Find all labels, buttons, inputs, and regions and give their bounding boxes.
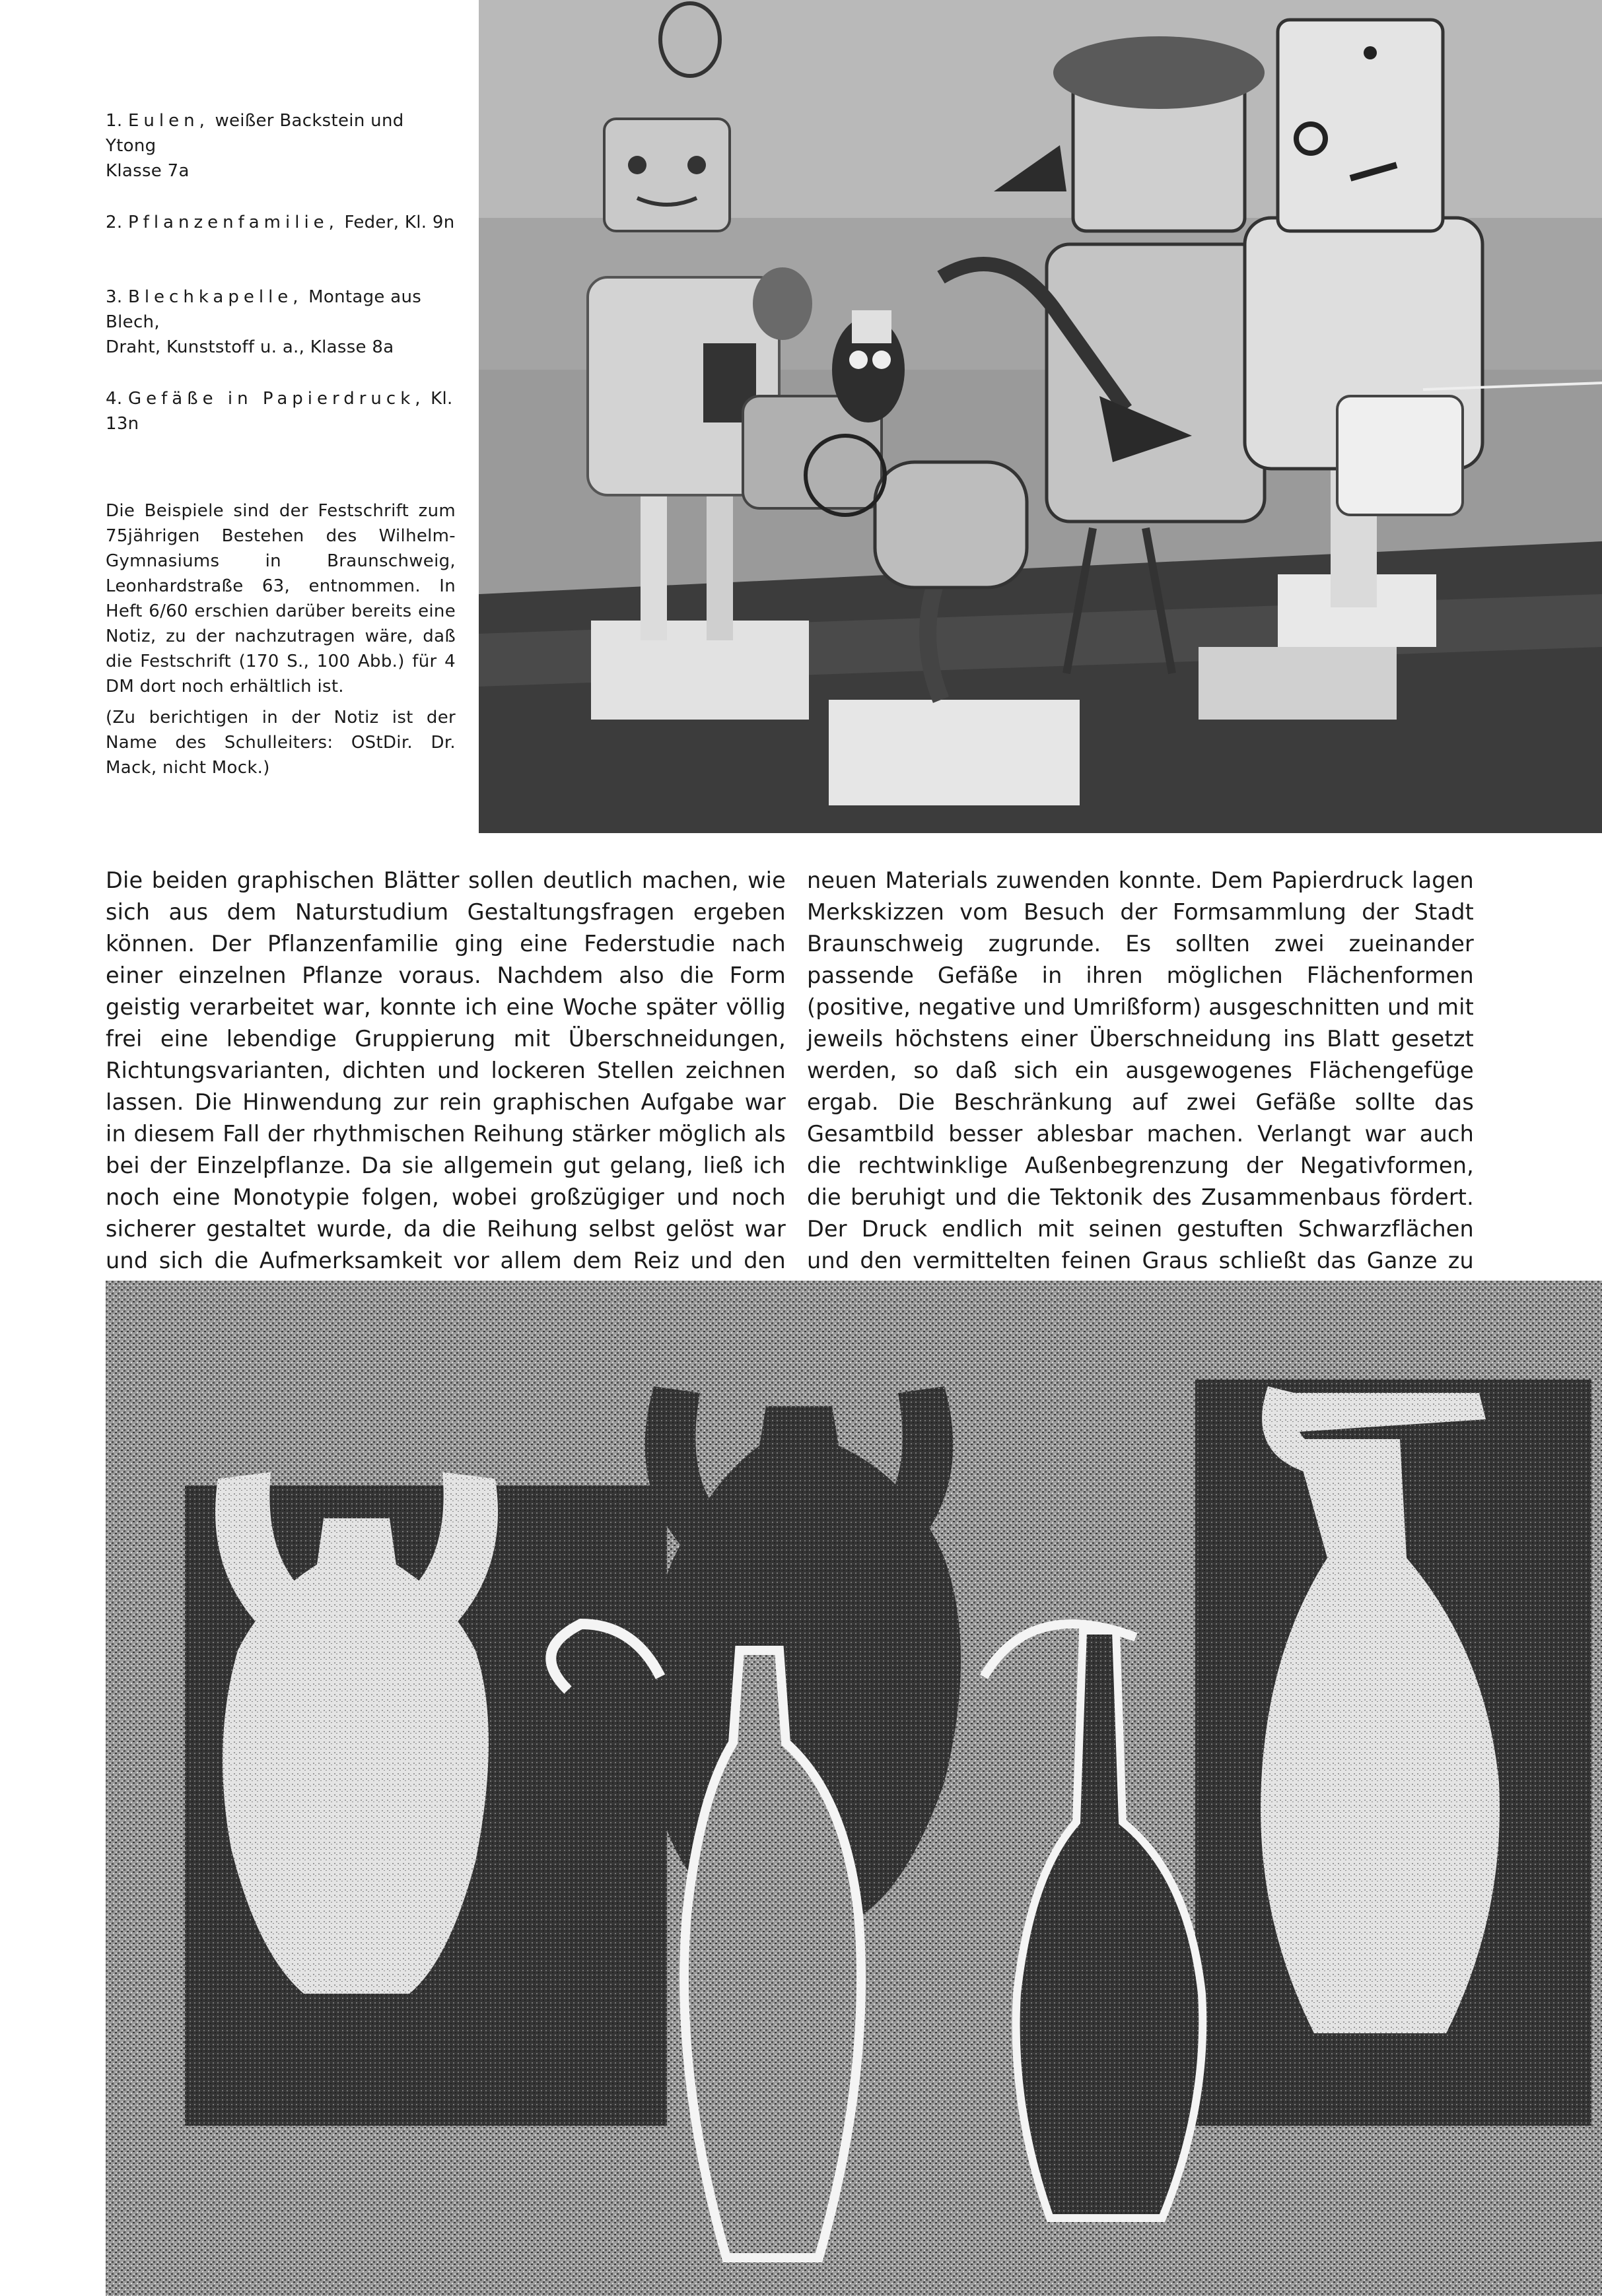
- sidebar-note: Die Beispiele sind der Festschrift zum 75jährigen Bestehen des Wilhelm-Gymnasiums in Braunschweig, Leonhardstraße 63, entnommen. In Heft 6/60 erschien darüber bereits eine Notiz, zu der nachzutragen wäre, daß die Festschrift (170 S., 100 Abb.) für 4 DM dort noch erhältlich ist.: [106, 501, 456, 696]
- robot-band-illustration: [479, 0, 1602, 833]
- robot-band-photo: [479, 0, 1602, 833]
- sidebar-correction: (Zu berichtigen in der Notiz ist der Name des Schulleiters: OStDir. Dr. Mack, nicht Mock.): [106, 708, 456, 778]
- body-text-right: neuen Materials zuwenden konnte. Dem Papierdruck lagen Merkskizzen vom Besuch der Formsammlung der Stadt Braunschweig zugrunde. Es sollten zwei zueinander passende Gefäße in ihren möglichen Flächenformen (positive, negative und Umrißform) ausgeschnitten und mit jeweils höchstens einer Überschneidung ins Blatt gesetzt werden, so daß sich ein ausgewogenes Flächengefüge ergab. Die Beschränkung auf zwei Gefäße sollte das Gesamtbild besser ablesbar machen. Verlangt war auch die rechtwinklige Außenbegrenzung der Negativformen, die beruhigt und die Tektonik des Zusammenbaus fördert. Der Druck endlich mit seinen gestuften Schwarzflächen und den vermittelten feinen Graus schließt das Ganze zu: [807, 867, 1474, 1273]
- caption-3: 3. Blechkapelle, Montage aus Blech, Draht, Kunststoff u. a., Klasse 8a: [106, 287, 422, 357]
- caption-2: 2. Pflanzenfamilie, Feder, Kl. 9n: [106, 213, 455, 232]
- vessel-paper-print: [106, 1281, 1602, 2296]
- body-text-left: Die beiden graphischen Blätter sollen deutlich machen, wie sich aus dem Naturstudium Gestaltungsfragen ergeben können. Der Pflanzenfamilie ging eine Federstudie nach einer einzelnen Pflanze voraus. Nachdem also die Form geistig verarbeitet war, konnte ich eine Woche später völlig frei eine lebendige Gruppierung mit Überschneidungen, Richtungsvarianten, dichten und lockeren Stellen zeichnen lassen. Die Hinwendung zur rein graphischen Aufgabe war in diesem Fall der rhythmischen Reihung stärker möglich als bei der Einzelpflanze. Da sie allgemein gut gelang, ließ ich noch eine Monotypie folgen, wobei großzügiger und noch sicherer gestaltet wurde, da die Reihung selbst gelöst war und sich die Aufmerksamkeit vor allem dem Reiz und den: [106, 867, 786, 1273]
- caption-1: 1. Eulen, weißer Backstein und Ytong Klasse 7a: [106, 111, 404, 181]
- caption-4: 4. Gefäße in Papierdruck, Kl. 13n: [106, 389, 453, 434]
- vessel-print-illustration: [106, 1281, 1602, 2296]
